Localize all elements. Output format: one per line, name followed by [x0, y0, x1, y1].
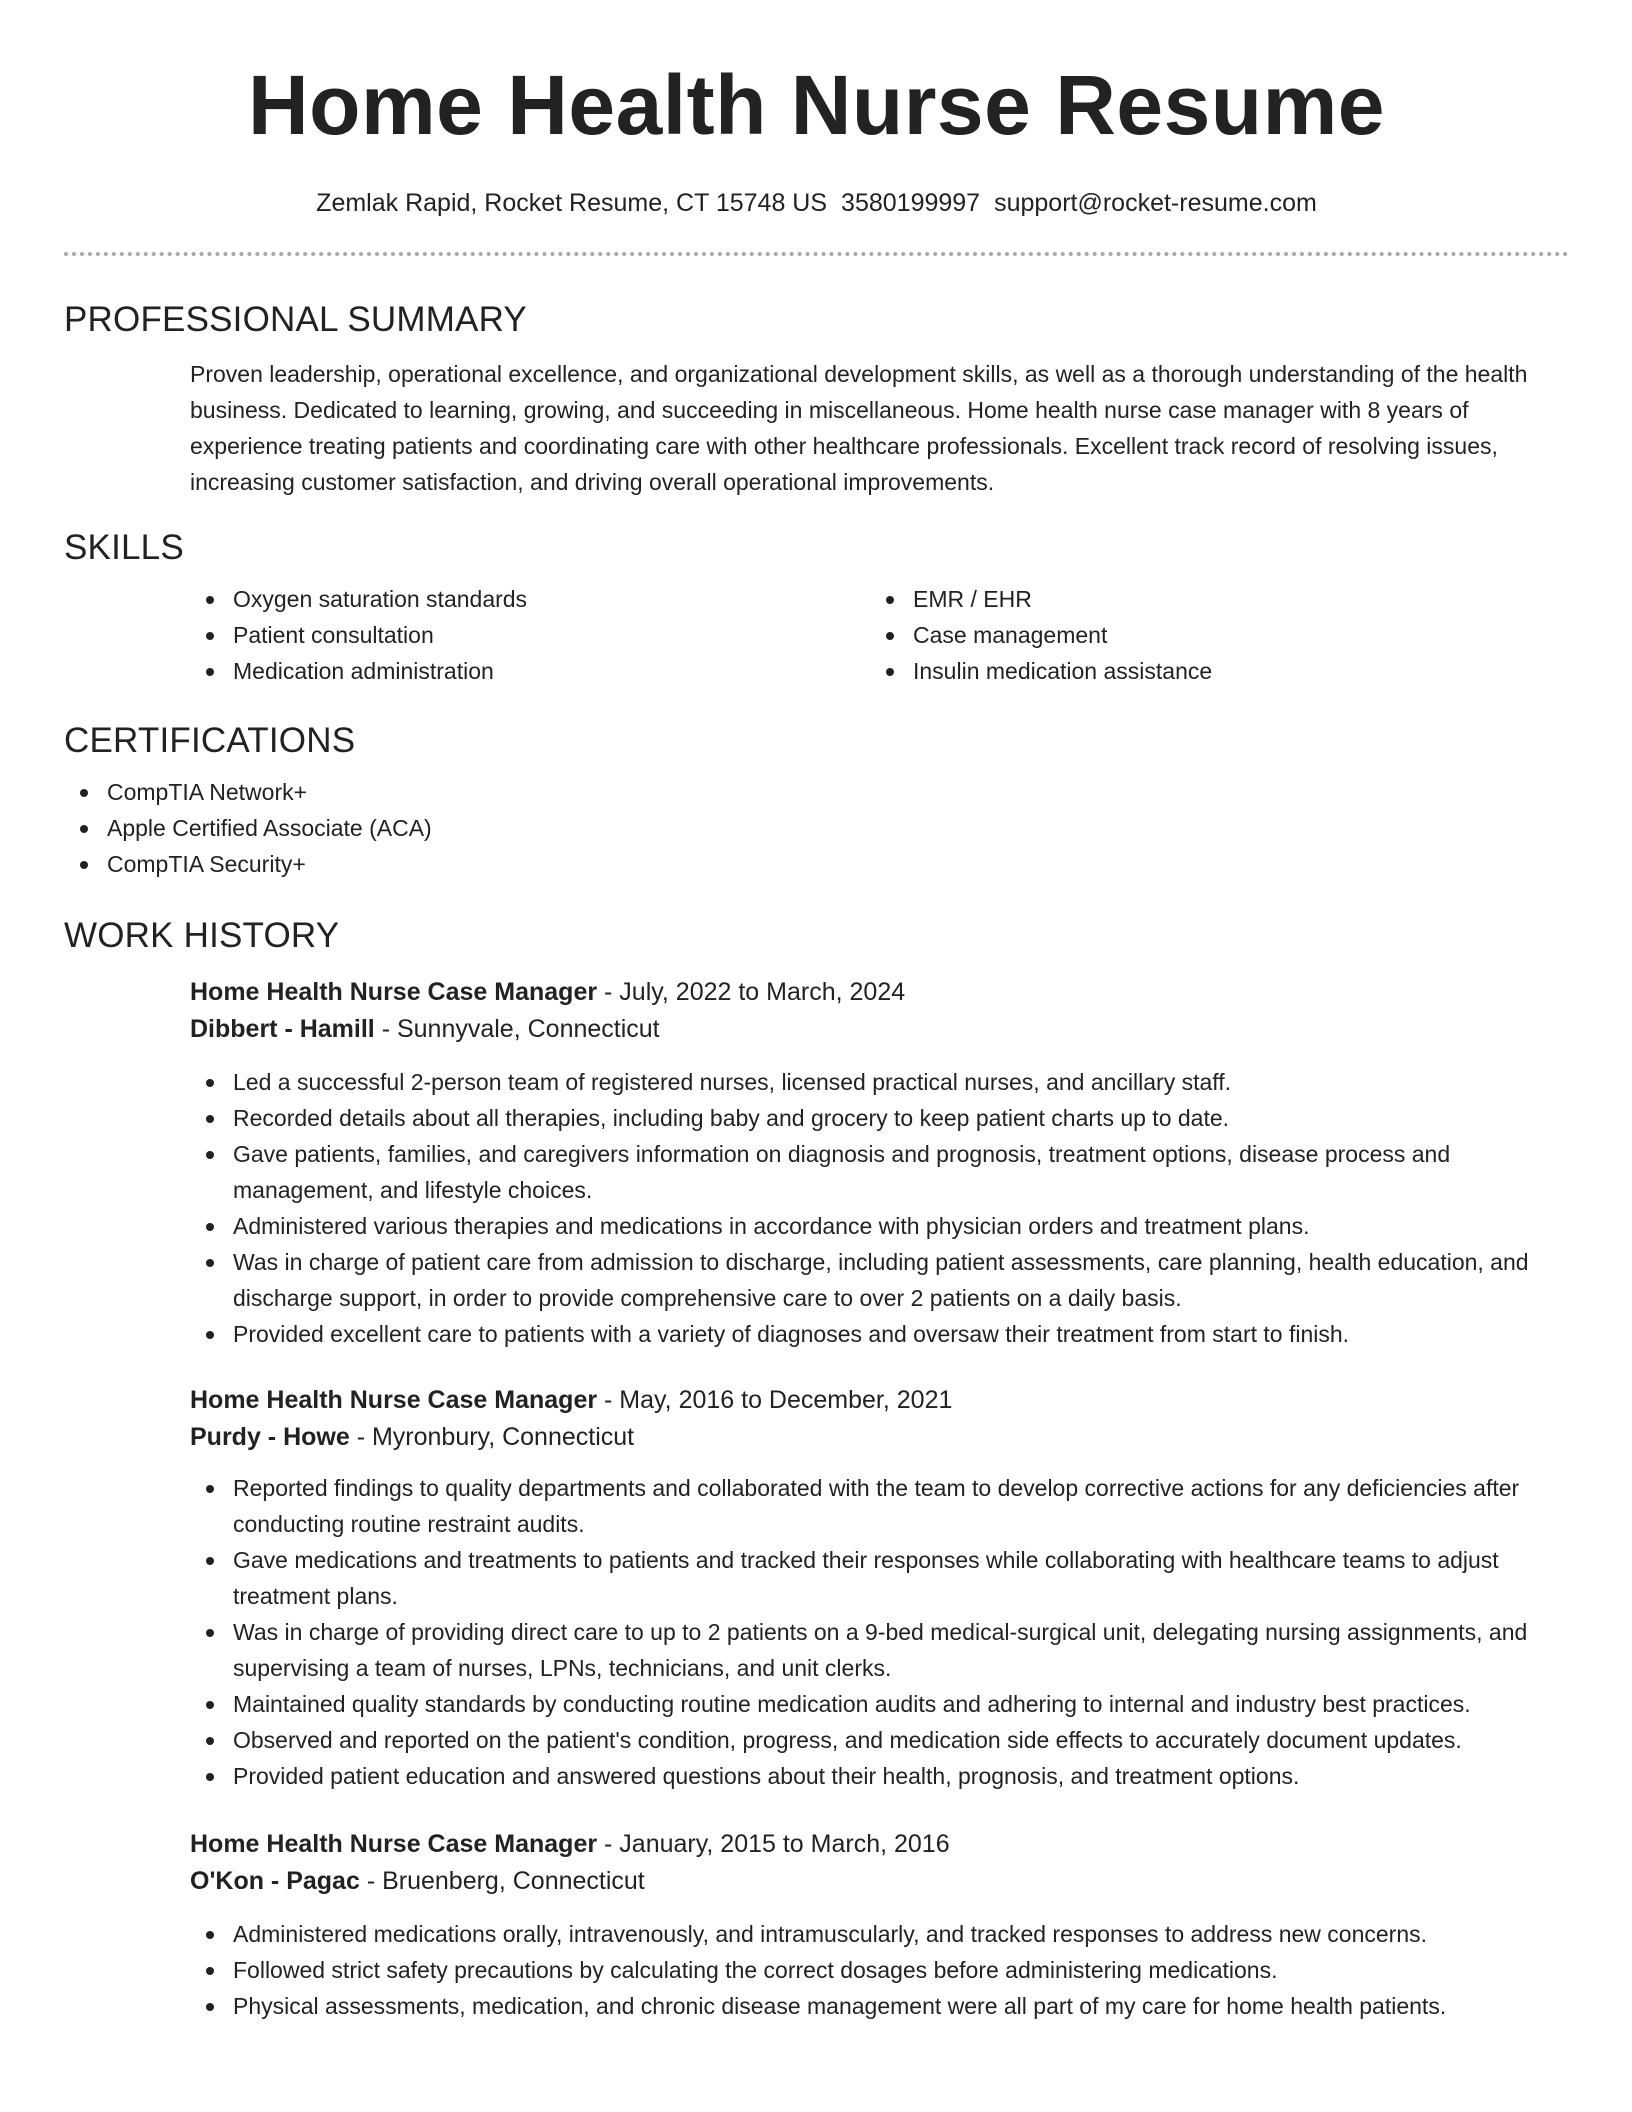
- skill-item: Medication administration: [190, 653, 870, 689]
- job-bullets: [190, 1916, 1569, 2024]
- job-dates: - July, 2022 to March, 2024: [597, 978, 906, 1006]
- job-title-line: [190, 1382, 1569, 1418]
- job-company: Dibbert - Hamill: [190, 1015, 375, 1043]
- job-bullet: Administered medications orally, intravenously, and intramuscularly, and tracked responses to address new concerns.: [190, 1916, 1569, 1952]
- work-history-section: [64, 914, 1569, 2024]
- certifications-heading: CERTIFICATIONS: [64, 721, 356, 760]
- skills-section: [64, 526, 1569, 689]
- skill-item: Case management: [870, 617, 1550, 653]
- job-company: O'Kon - Pagac: [190, 1867, 360, 1895]
- resume-page: [64, 0, 1569, 2024]
- job-bullet: Maintained quality standards by conducting routine medication audits and adhering to internal and industry best practices.: [190, 1686, 1569, 1722]
- summary-heading: PROFESSIONAL SUMMARY: [64, 300, 527, 339]
- skills-heading: SKILLS: [64, 528, 184, 567]
- contact-line: [64, 187, 1569, 219]
- job-location: - Bruenberg, Connecticut: [359, 1867, 645, 1895]
- certifications-section: [64, 719, 1569, 882]
- job-title: Home Health Nurse Case Manager: [190, 978, 598, 1006]
- job-bullet: Was in charge of patient care from admission to discharge, including patient assessments, care planning, health education, and discharge support, in order to provide comprehensive care to over 2 patients on a daily basis.: [190, 1244, 1569, 1316]
- job-bullet: Physical assessments, medication, and chronic disease management were all part of my care for home health patients.: [190, 1988, 1569, 2024]
- certification-item: CompTIA Network+: [64, 774, 1569, 810]
- job-bullet: Gave patients, families, and caregivers information on diagnosis and prognosis, treatment options, disease process and management, and lifestyle choices.: [190, 1136, 1569, 1208]
- job-title-line: [190, 974, 1569, 1010]
- job-bullet: Provided patient education and answered questions about their health, prognosis, and treatment options.: [190, 1758, 1569, 1794]
- skill-item: EMR / EHR: [870, 581, 1550, 617]
- skills-right-list: [870, 581, 1550, 689]
- job-entry: [190, 1382, 1569, 1794]
- job-company-line: [190, 1010, 1569, 1048]
- summary-section: [64, 298, 1569, 500]
- skill-item: Insulin medication assistance: [870, 653, 1550, 689]
- job-bullets: [190, 1064, 1569, 1352]
- resume-title: Home Health Nurse Resume: [247, 58, 1386, 152]
- contact-email: support@rocket-resume.com: [994, 189, 1317, 217]
- job-entry: [190, 1826, 1569, 2024]
- work-history-heading: WORK HISTORY: [64, 916, 340, 955]
- job-dates: - January, 2015 to March, 2016: [597, 1830, 950, 1858]
- job-bullet: Administered various therapies and medications in accordance with physician orders and treatment plans.: [190, 1208, 1569, 1244]
- job-bullet: Led a successful 2-person team of registered nurses, licensed practical nurses, and ancillary staff.: [190, 1064, 1569, 1100]
- job-dates: - May, 2016 to December, 2021: [597, 1386, 953, 1414]
- certification-item: Apple Certified Associate (ACA): [64, 810, 1569, 846]
- skills-left-list: [190, 581, 870, 689]
- job-entry: [190, 974, 1569, 1352]
- job-title: Home Health Nurse Case Manager: [190, 1386, 598, 1414]
- skill-item: Patient consultation: [190, 617, 870, 653]
- job-location: - Sunnyvale, Connecticut: [374, 1015, 660, 1043]
- job-bullet: Was in charge of providing direct care to up to 2 patients on a 9-bed medical-surgical unit, delegating nursing assignments, and supervising a team of nurses, LPNs, technicians, and unit clerks.: [190, 1614, 1569, 1686]
- job-title-line: [190, 1826, 1569, 1862]
- job-title: Home Health Nurse Case Manager: [190, 1830, 598, 1858]
- certifications-list: [64, 774, 1569, 882]
- job-bullet: Gave medications and treatments to patients and tracked their responses while collaborating with healthcare teams to adjust treatment plans.: [190, 1542, 1569, 1614]
- job-company-line: [190, 1418, 1569, 1456]
- job-company-line: [190, 1862, 1569, 1900]
- job-bullet: Reported findings to quality departments and collaborated with the team to develop corrective actions for any deficiencies after conducting routine restraint audits.: [190, 1470, 1569, 1542]
- header-divider: [64, 252, 1569, 256]
- certification-item: CompTIA Security+: [64, 846, 1569, 882]
- job-location: - Myronbury, Connecticut: [349, 1423, 635, 1451]
- contact-address: Zemlak Rapid, Rocket Resume, CT 15748 US: [316, 189, 828, 217]
- job-bullets: [190, 1470, 1569, 1794]
- job-company: Purdy - Howe: [190, 1423, 350, 1451]
- job-bullet: Provided excellent care to patients with a variety of diagnoses and oversaw their treatment from start to finish.: [190, 1316, 1569, 1352]
- job-bullet: Followed strict safety precautions by calculating the correct dosages before administering medications.: [190, 1952, 1569, 1988]
- skill-item: Oxygen saturation standards: [190, 581, 870, 617]
- summary-text: Proven leadership, operational excellence, and organizational development skills, as well as a thorough understanding of the health business. Dedicated to learning, growing, and succeeding in miscellaneous. Home health nurse case manager with 8 years of experience treating patients and coordinating care with other healthcare professionals. Excellent track record of resolving issues, increasing customer satisfaction, and driving overall operational improvements.: [190, 361, 1528, 495]
- skills-grid: [190, 581, 1569, 689]
- job-bullet: Recorded details about all therapies, including baby and grocery to keep patient charts up to date.: [190, 1100, 1569, 1136]
- job-bullet: Observed and reported on the patient's condition, progress, and medication side effects to accurately document updates.: [190, 1722, 1569, 1758]
- contact-phone: 3580199997: [841, 189, 981, 217]
